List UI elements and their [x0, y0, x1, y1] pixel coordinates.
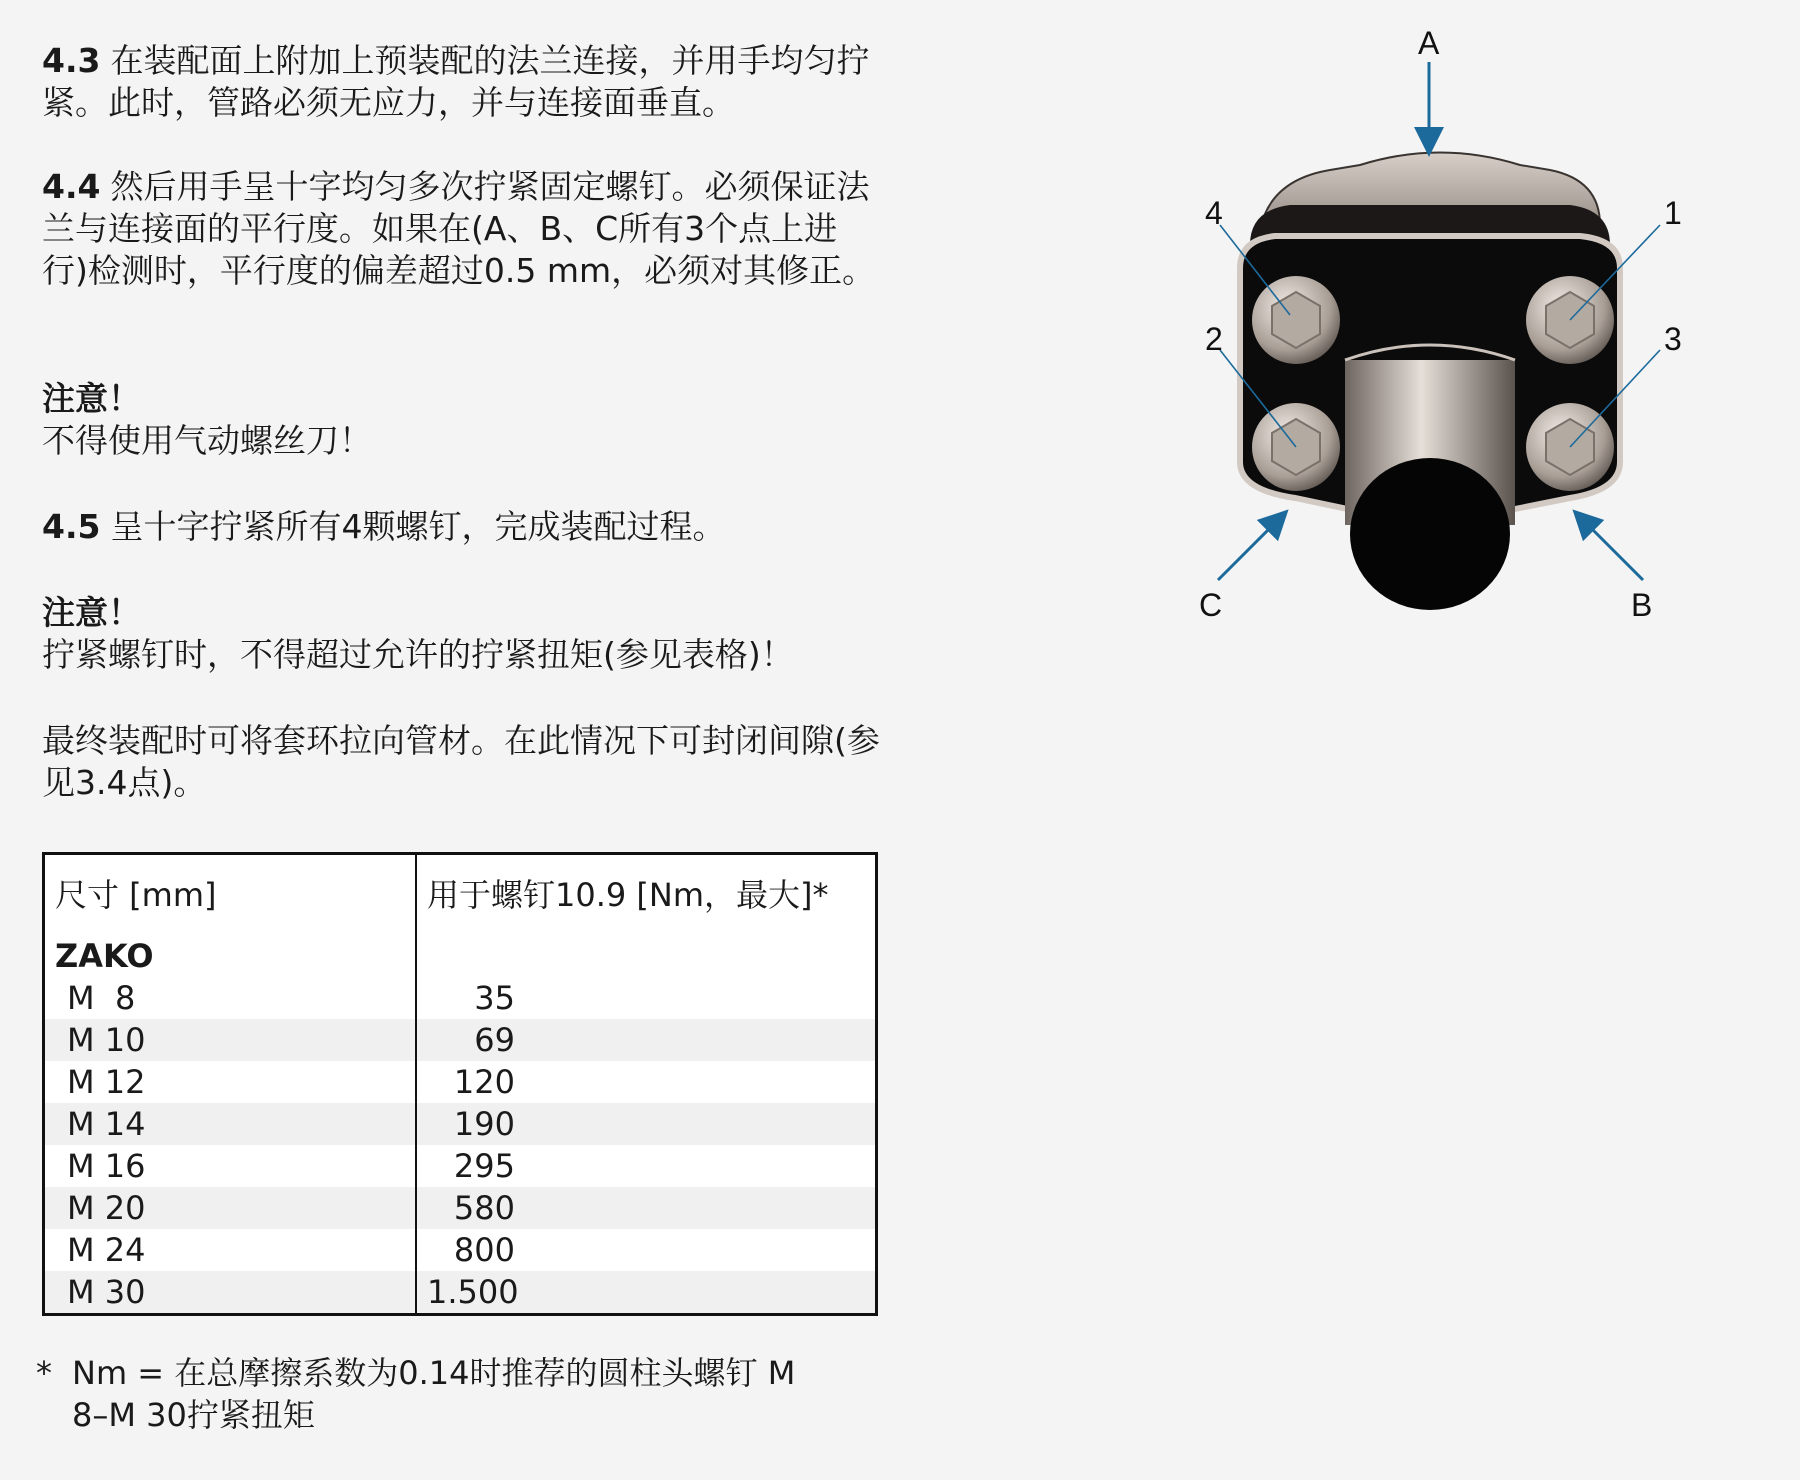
table-row — [44, 1103, 877, 1145]
torque-table — [42, 852, 878, 1316]
table-row — [44, 1271, 877, 1315]
torque-value: 69 — [474, 1021, 515, 1059]
torque-value: 35 — [474, 979, 515, 1017]
step-4-5 — [42, 506, 725, 548]
notice-title: 注意！ — [42, 379, 141, 418]
label-3: 3 — [1664, 321, 1682, 357]
notice-text: 不得使用气动螺丝刀！ — [42, 421, 372, 460]
table-group-row — [44, 935, 877, 977]
bolt-size: M 20 — [67, 1189, 146, 1227]
torque-value: 1.500 — [427, 1273, 519, 1311]
table-row — [44, 1145, 877, 1187]
final-note: 最终装配时可将套环拉向管材。在此情况下可封闭间隙(参见3.4点)。 — [42, 721, 880, 802]
arrow-b-icon — [1583, 520, 1643, 580]
table-header-row — [44, 854, 877, 936]
footnote-marker: * — [36, 1354, 52, 1392]
notice-title: 注意！ — [42, 593, 141, 632]
table-row — [44, 977, 877, 1019]
bolt-size: M 14 — [67, 1105, 146, 1143]
step-text: 在装配面上附加上预装配的法兰连接，并用手均匀拧紧。此时，管路必须无应力，并与连接面垂直。 — [42, 41, 870, 122]
label-1: 1 — [1664, 195, 1682, 231]
group-label: ZAKO — [44, 935, 417, 977]
torque-value: 800 — [453, 1231, 515, 1269]
label-b: B — [1631, 587, 1653, 623]
bolt-size: M 10 — [67, 1021, 146, 1059]
torque-value: 190 — [453, 1105, 515, 1143]
label-4: 4 — [1205, 195, 1223, 231]
step-number: 4.5 — [42, 507, 101, 546]
torque-value: 295 — [453, 1147, 515, 1185]
arrow-c-icon — [1218, 520, 1278, 580]
table-row — [44, 1229, 877, 1271]
notice-1 — [42, 378, 372, 462]
label-2: 2 — [1205, 321, 1223, 357]
notice-2 — [42, 592, 794, 676]
table-row — [44, 1019, 877, 1061]
flange-body — [1240, 153, 1620, 611]
bolt-size: M 30 — [67, 1273, 146, 1311]
step-4-3 — [42, 40, 882, 124]
step-4-4 — [42, 166, 882, 292]
bolt-4-icon — [1252, 276, 1340, 364]
label-c: C — [1199, 587, 1223, 623]
label-a: A — [1418, 25, 1440, 61]
notice-text: 拧紧螺钉时，不得超过允许的拧紧扭矩(参见表格)！ — [42, 635, 794, 674]
step-number: 4.3 — [42, 41, 101, 80]
step-text: 呈十字拧紧所有4颗螺钉，完成装配过程。 — [110, 507, 726, 546]
step-number: 4.4 — [42, 167, 101, 206]
table-row — [44, 1187, 877, 1229]
bolt-size: M 16 — [67, 1147, 146, 1185]
header-torque: 用于螺钉10.9 [Nm，最大]* — [427, 876, 829, 914]
footnote-text: Nm = 在总摩擦系数为0.14时推荐的圆柱头螺钉 M 8–M 30拧紧扭矩 — [72, 1354, 796, 1434]
bolt-size: M 8 — [67, 979, 136, 1017]
table-row — [44, 1061, 877, 1103]
flange-diagram — [1100, 0, 1800, 640]
torque-value: 120 — [453, 1063, 515, 1101]
header-size: 尺寸 [mm] — [44, 854, 417, 936]
bolt-size: M 24 — [67, 1231, 146, 1269]
step-text: 然后用手呈十字均匀多次拧紧固定螺钉。必须保证法兰与连接面的平行度。如果在(A、B、C所有3个点上进行)检测时，平行度的偏差超过0.5 mm，必须对其修正。 — [42, 167, 876, 290]
torque-value: 580 — [453, 1189, 515, 1227]
bolt-size: M 12 — [67, 1063, 146, 1101]
